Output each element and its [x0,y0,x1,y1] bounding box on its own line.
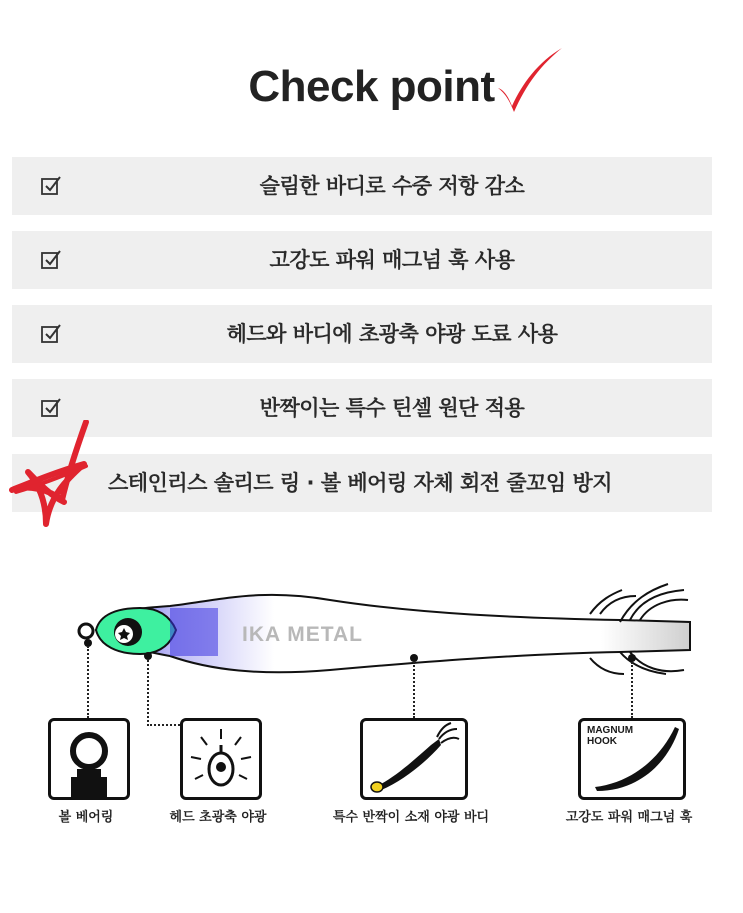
magnum-hook-icon [581,721,683,797]
glowing-head-icon [183,721,259,797]
connector-line [631,662,633,718]
checkbox-icon [40,323,62,345]
callout-caption: 볼 베어링 [58,810,114,825]
checklist-item [12,454,712,512]
checklist-item [12,157,712,215]
checkbox-icon [40,249,62,271]
checklist-label: 반짝이는 특수 틴셀 원단 적용 [259,396,525,420]
callout-box [180,718,262,800]
ball-bearing-ring-icon [51,721,127,797]
checklist-label: 슬림한 바디로 수중 저항 감소 [259,174,525,198]
hook-brand-line2: HOOK [587,736,617,747]
red-checkmark-icon [494,44,566,116]
checklist-label: 고강도 파워 매그넘 훅 사용 [269,248,515,272]
hook-brand-line1: MAGNUM [587,725,634,736]
callout-caption: 특수 반짝이 소재 야광 바디 [332,810,490,825]
connector-line [87,646,89,718]
connector-line [147,724,180,726]
checklist-item [12,305,712,363]
callout-box [578,718,686,800]
checkbox-icon [40,175,62,197]
connector-line [413,662,415,718]
page-title [0,62,743,112]
callout-box [48,718,130,800]
connector-line [147,660,149,726]
callout-caption: 헤드 초광축 야광 [169,810,267,825]
title-text: Check point [248,62,495,111]
checklist-item [12,231,712,289]
checklist-item [12,379,712,437]
callout-box [360,718,468,800]
brand-logo: IKA METAL [242,623,363,646]
callout-caption: 고강도 파워 매그넘 훅 [565,810,693,825]
squid-jig-icon [363,721,465,797]
red-star-icon [6,420,96,528]
checklist-label: 스테인리스 솔리드 링 · 볼 베어링 자체 회전 줄꼬임 방지 [108,471,613,495]
checklist-label: 헤드와 바디에 초광축 야광 도료 사용 [226,322,558,346]
checkbox-icon [40,397,62,419]
